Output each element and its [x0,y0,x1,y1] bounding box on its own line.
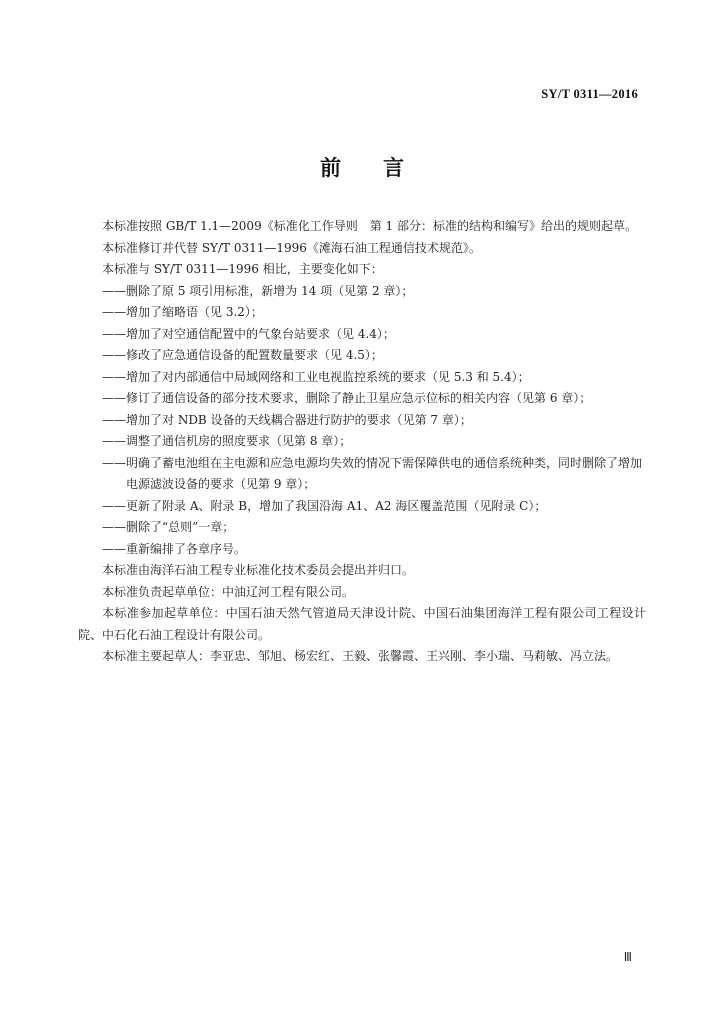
paragraph-replacement: 本标准修订并代替 SY/T 0311—1996《滩海石油工程通信技术规范》。 [102,240,481,255]
change-item: ——增加了对 NDB 设备的天线耦合器进行防护的要求（见第 7 章）； [102,412,472,427]
change-item: ——删除了原 5 项引用标准，新增为 14 项（见第 2 章）； [102,283,414,298]
title-char-1: 前 [320,156,341,180]
change-item: ——调整了通信机房的照度要求（见第 8 章）； [102,434,352,448]
paragraph-changes-intro: 本标准与 SY/T 0311—1996 相比，主要变化如下： [102,262,383,276]
change-item: ——重新编排了各章序号。 [102,541,247,556]
paragraph-proposer: 本标准由海洋石油工程专业标准化技术委员会提出并归口。 [102,563,415,577]
title-char-2: 言 [383,156,404,180]
change-item: ——增加了缩略语（见 3.2）； [102,305,263,319]
change-item: ——增加了对内部通信中局域网络和工业电视监控系统的要求（见 5.3 和 5.4）； [102,369,530,384]
page-number: Ⅲ [623,950,632,964]
standard-number: SY/T 0311—2016 [541,87,638,101]
change-item: ——更新了附录 A、附录 B，增加了我国沿海 A1、A2 海区覆盖范围（见附录 C）； [102,498,547,513]
change-item: ——增加了对空通信配置中的气象台站要求（见 4.4）； [102,326,395,341]
change-item: ——修改了应急通信设备的配置数量要求（见 4.5）； [102,348,383,362]
foreword-body [78,216,646,668]
change-item: ——删除了“总则”一章； [102,520,235,534]
paragraph-drafting-rules: 本标准按照 GB/T 1.1—2009《标准化工作导则 第 1 部分：标准的结构和编写》给出的规则起草。 [102,219,637,233]
paragraph-main-drafters: 本标准主要起草人：李亚忠、邹旭、杨宏红、王毅、张馨霞、王兴刚、李小瑞、马莉敏、冯立法。 [102,649,619,663]
paragraph-lead-drafter: 本标准负责起草单位：中油辽河工程有限公司。 [102,584,355,599]
change-item: ——修订了通信设备的部分技术要求，删除了静止卫星应急示位标的相关内容（见第 6 章）； [102,391,592,405]
page-title [0,152,724,182]
paragraph-participating-drafters: 本标准参加起草单位：中国石油天然气管道局天津设计院、中国石油集团海洋工程有限公司工程设计院、中石化石油工程设计有限公司。 [78,606,646,642]
change-item: ——明确了蓄电池组在主电源和应急电源均失效的情况下需保障供电的通信系统种类，同时删除了增加电源滤波设备的要求（见第 9 章）； [102,455,643,491]
